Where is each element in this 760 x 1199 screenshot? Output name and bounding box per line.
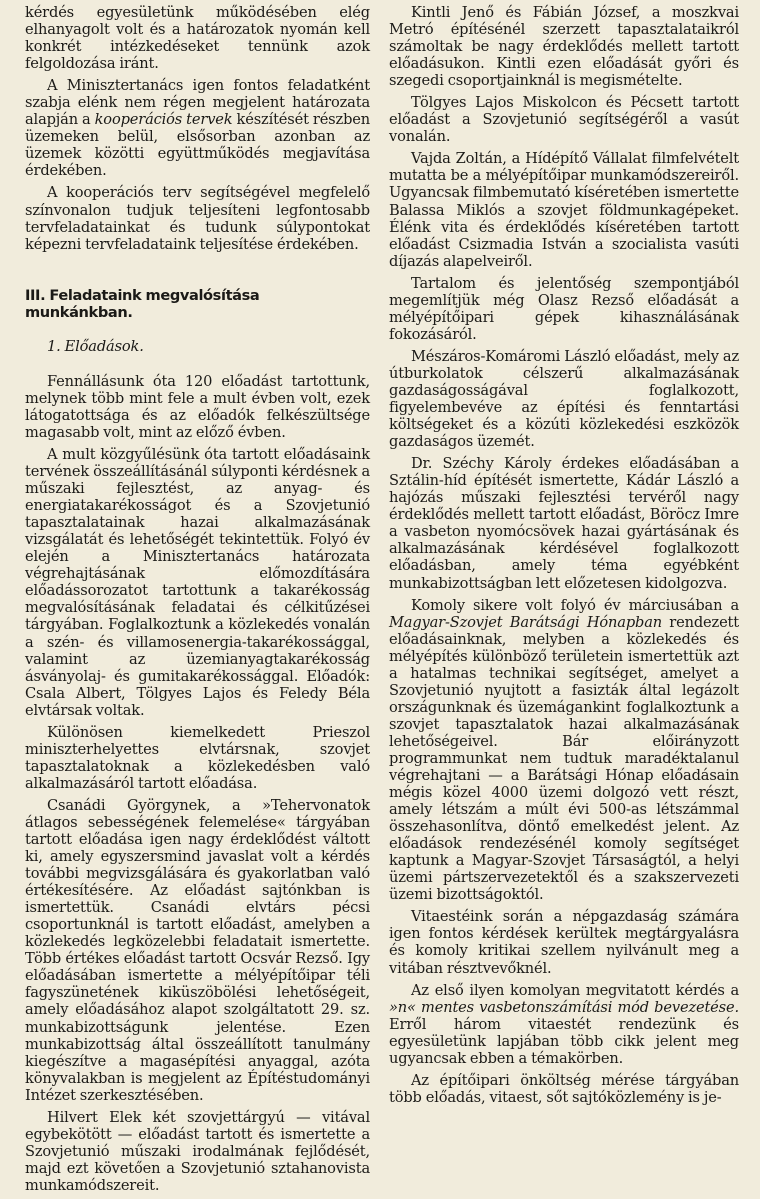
section-heading: III. Feladataink megvalósítása munkánkban. — [25, 286, 260, 321]
right-column — [389, 4, 739, 1111]
paragraph: Tartalom és jelentőség szempontjából megemlítjük még Olasz Rezső előadását a mélyépítőipari gépek kihasználásának fokozásáról. — [389, 274, 739, 343]
paragraph: kérdés egyesületünk működésében elég elhanyagolt volt és a határozatok nyomán kell konkrét intézkedéseket tennünk azok felgoldozása iránt. — [25, 4, 370, 73]
paragraph: Az építőipari önköltség mérése tárgyában több előadás, vitaest, sőt sajtóközlemény is je- — [389, 1071, 739, 1106]
paragraph: A kooperációs terv segítségével megfelelő színvonalon tudjuk teljesíteni legfontosabb tervfeladatainkat és tudunk súlypontokat képezni tervfeladataink teljesítése érdekében. — [25, 184, 370, 253]
paragraph: Fennállásunk óta 120 előadást tartottunk, melynek több mint fele a mult évben volt, ezek látogatottsága és az előadók felkészültsége magasabb volt, mint az előző évben. — [25, 372, 370, 441]
paragraph-text: Az első ilyen komolyan megvitatott kérdés a — [411, 981, 739, 999]
paragraph: Különösen kiemelkedett Prieszol miniszterhelyettes elvtársnak, szovjet tapasztalatoknak a közlekedésben való alkalmazásáról tartott előadása. — [25, 723, 370, 792]
paragraph — [389, 982, 739, 1067]
paragraph: Hilvert Elek két szovjettárgyú — vitával egybekötött — előadást tartott és ismertette a Szovjetunió műszaki irodalmának fejlődését, majd ezt követően a Szovjetunió sztahanovista munkamódszereit. — [25, 1108, 370, 1194]
paragraph-text: készítését részben üzemeken belül, elsősorban azonban az üzemek közötti együttműködés megjavítása érdekében. — [25, 111, 370, 180]
paragraph-text: rendezett előadásainknak, melyben a közlekedés és mélyépítés különböző területein ismertettük azt a hatalmas technikai segítséget, amelyet a Szovjetunió nyujtott a fasizták által legázolt országunknak és üzemágankint foglalkoztunk a szovjet tapasztalatok hazai alkalmazásának lehetőségeivel. Bár előirányzott programmunkat nem tudtuk maradéktalanul végrehajtani — a Barátsági Hónap előadásain mégis közel 4000 üzemi dolgozó vett részt, amely létszám a múlt évi 500-as létszámmal összehasonlítva, döntő emelkedést jelent. Az előadások rendezésénél komoly segítséget kaptunk a Magyar-Szovjet Társaságtól, a helyi üzemi pártszervezetektől és a szakszervezeti üzemi bizottságoktól. — [389, 613, 739, 904]
paragraph: Dr. Széchy Károly érdekes előadásában a Sztálin-híd építését ismertette, Kádár László a hajózás műszaki fejlesztési tervéről nagy érdeklődés mellett tartott előadást, Böröcz Imre a vasbeton nyomócsövek hazai gyártásának és alkalmazásának kérdésével foglalkozott előadásban, amely téma egyébként munkabizottságban lett előzetesen kidolgozva. — [389, 455, 739, 592]
paragraph: Mészáros-Komáromi László előadást, mely az útburkolatok célszerű alkalmazásának gazdaságosságával foglalkozott, figyelembevéve az építési és fenntartási költségeket és a közúti közlekedési eszközök gazdaságos üzemét. — [389, 347, 739, 451]
paragraph: A mult közgyűlésünk óta tartott előadásaink tervének összeállításánál súlyponti kérdésnek a műszaki fejlesztést, az anyag- és energiatakarékosságot és a Szovjetunió tapasztalatainak hazai alkalmazásának vizsgálatát és lehetőségét tekintettük. Folyó év elején a Minisztertanács határozata végrehajtásának előmozdítására előadássorozatot tartottunk a takarékosság megvalósításának feladatai és célkitűzései tárgyában. Foglalkoztunk a közlekedés vonalán a szén- és villamosenergia-takarékossággal, valamint az üzemianyagtakarékosság ásványolaj- és gumitakarékossággal. Előadók: Csala Albert, Tölgyes Lajos és Feledy Béla elvtársak voltak. — [25, 445, 370, 719]
paragraph: Vitaestéink során a népgazdaság számára igen fontos kérdések kerültek megtárgyalásra és komoly kritikai szellem nyilvánult meg a vitában résztvevőknél. — [389, 908, 739, 977]
paragraph: Vajda Zoltán, a Hídépítő Vállalat filmfelvételt mutatta be a mélyépítőipar munkamódszereiről. Ugyancsak filmbemutató kíséretében ismertette Balassa Miklós a szovjet földmunkagépeket. Élénk vita és érdeklődés kíséretében tartott előadást Csizmadia István a szocialista vasúti díjazás alapelveiről. — [389, 150, 739, 270]
left-column — [25, 4, 370, 1199]
emphasis-text: Magyar-Szovjet Barátsági Hónapban — [389, 613, 663, 631]
paragraph — [25, 77, 370, 179]
paragraph-text: A Minisztertanács igen fontos feladatként szabja elénk nem régen megjelent határozata alapján a — [25, 77, 370, 129]
subsection-heading: 1. Előadások. — [47, 337, 144, 355]
emphasis-text: kooperációs tervek — [94, 111, 233, 129]
paragraph: Kintli Jenő és Fábián József, a moszkvai Metró építésénél szerzett tapasztalataikról számoltak be nagy érdeklődés mellett tartott előadásukon. Kintli ezen előadását győri és szegedi csoportjainknál is megismételte. — [389, 4, 739, 90]
paragraph-text: Komoly sikere volt folyó év márciusában a — [411, 596, 739, 614]
paragraph — [389, 597, 739, 904]
paragraph: Csanádi Györgynek, a »Tehervonatok átlagos sebességének felemelése« tárgyában tartott előadása igen nagy érdeklődést váltott ki, amely egyszersmind javaslat volt a kérdés további megvizsgálására és gyakorlatban való értékesítésére. Az előadást sajtónkban is ismertettük. Csanádi elvtárs pécsi csoportunknál is tartott előadást, amelyben a közlekedés legközelebbi feladatait ismertette. Több értékes előadást tartott Ocsvár Rezső. Igy előadásában ismertette a mélyépítőipar téli fagyszünetének kiküszöbölési lehetőségeit, amely előadásához alapot szolgáltatott 29. sz. munkabizottságunk jelentése. Ezen munkabizottság által összeállított tanulmány kiegészítve a magasépítési anyaggal, azóta könyvalakban is megjelent az Építéstudományi Intézet szerkesztésében. — [25, 796, 370, 1104]
paragraph: Tölgyes Lajos Miskolcon és Pécsett tartott előadást a Szovjetunió segítségéről a vasút vonalán. — [389, 94, 739, 146]
paragraph-text: Erről három vitaestét rendezünk és egyesületünk lapjában több cikk jelent meg ugyancsak ebben a témakörben. — [389, 1015, 739, 1067]
emphasis-text: »n« mentes vasbetonszámítási mód bevezetése. — [389, 998, 739, 1016]
